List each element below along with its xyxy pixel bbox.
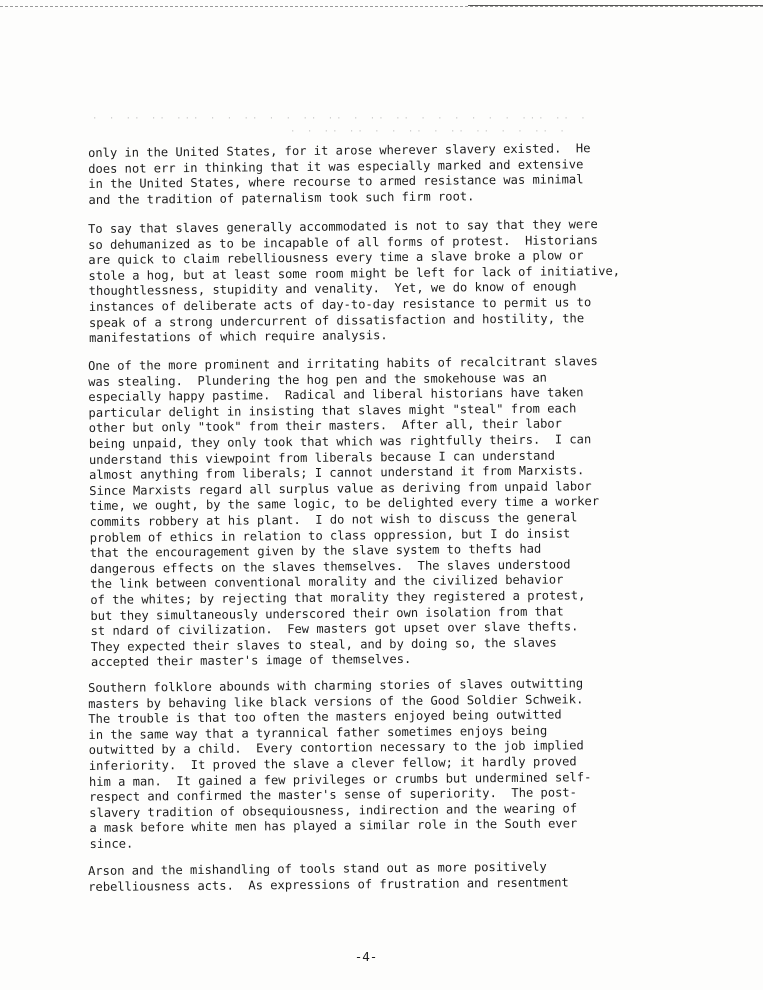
text-line: but they simultaneously underscored their own isolation from that [90, 603, 564, 623]
text-line: since. [89, 836, 134, 851]
page-number: -4- [354, 949, 378, 964]
text-line: Since Marxists regard all surplus value as deriving from unpaid labor [89, 478, 592, 498]
text-line: that the encouragement given by the slave system to thefts had [89, 541, 542, 561]
text-line: outwitted by a child. Every contortion necessary to the job implied [88, 738, 584, 758]
text-line: and the tradition of paternalism took such firm root. [88, 189, 475, 207]
paragraph-5 [88, 859, 648, 896]
text-line: rebelliousness acts. As expressions of frustration and resentment [88, 874, 569, 894]
paragraph-2 [88, 217, 649, 347]
text-line: commits robbery at his plant. I do not wish to discuss the general [89, 510, 578, 529]
text-line: accepted their master's image of themselves. [90, 652, 412, 670]
text-line: almost anything from liberals; I cannot understand it from Marxists. [89, 463, 585, 483]
text-line: so dehumanized as to be incapable of all forms of protest. Historians [88, 232, 598, 252]
text-line: One of the more prominent and irritating habits of recalcitrant slaves [88, 354, 598, 373]
text-line: manifestations of which require analysis. [89, 328, 388, 346]
text-line: inferiority. It proved the slave a clever fellow; it hardly proved [88, 754, 577, 773]
paragraph-1 [88, 141, 649, 209]
text-line: only in the United States, for it arose wherever slavery existed. He [88, 141, 591, 160]
text-line: The trouble is that too often the masters enjoyed being outwitted [88, 707, 562, 727]
text-line: instances of deliberate acts of day-to-day resistance to permit us to [88, 295, 592, 314]
text-line: time, we ought, by the same logic, to be delighted every time a worker [89, 494, 600, 514]
text-line: especially happy pastime. Radical and liberal historians have taken [88, 385, 584, 405]
text-line: understand this viewpoint from liberals because I can understand [88, 448, 556, 467]
bleed-through-text: · · ·· ·· ··· · · ·· · · ·· ·· · ·· ·· · · · · · · ··· ·· · [92, 114, 589, 122]
paragraph-4 [88, 676, 650, 853]
text-line: To say that slaves generally accommodated is not to say that they were [88, 217, 598, 236]
text-line: problem of ethics in relation to class oppression, but I do insist [89, 525, 571, 545]
text-line: respect and confirmed the master's sense of superiority. The post- [89, 785, 578, 805]
text-line: in the same way that a tyrannical father sometimes enjoys being [88, 723, 548, 742]
text-line: Southern folklore abounds with charming stories of slaves outwitting [88, 676, 584, 695]
text-line: slavery tradition of obsequiousness, indirection and the wearing of [89, 801, 578, 820]
top-dashed-rule [0, 6, 763, 7]
text-line: Arson and the mishandling of tools stand out as more positively [88, 859, 547, 878]
text-line: in the United States, where recourse to armed resistance was minimal [88, 172, 584, 192]
text-line: was stealing. Plundering the hog pen and the smokehouse was an [88, 370, 547, 389]
text-line: masters by behaving like black versions of the Good Soldier Schweik. [88, 691, 584, 711]
text-line: stole a hog, but at least some room might be left for lack of initiative, [88, 263, 621, 283]
text-line: st ndard of civilization. Few masters got upset over slave thefts. [90, 619, 579, 639]
text-line: thoughtlessness, stupidity and venality. Yet, we do know of enough [88, 279, 577, 299]
text-line: are quick to claim rebelliousness every time a slave broke a plow or [88, 248, 584, 268]
text-line: him a man. It gained a few privileges or crumbs but undermined self- [88, 769, 592, 789]
bleed-through-text: · · ·· ·· · · ·· · ·· ·· · · ·· · [290, 127, 568, 135]
text-line: dangerous effects on the slaves themselves. The slaves understood [89, 557, 571, 576]
text-line: does not err in thinking that it was especially marked and extensive [88, 156, 584, 176]
text-line: other but only "took" from their masters. After all, their labor [88, 416, 562, 436]
paragraph-3 [88, 354, 651, 671]
text-line: particular delight in insisting that slaves might "steal" from each [88, 401, 577, 420]
text-line: being unpaid, they only took that which was rightfully theirs. I can [88, 432, 592, 451]
text-line: They expected their slaves to steal, and by doing so, the slaves [90, 635, 557, 654]
text-line: the link between conventional morality and the civilized behavior [90, 572, 564, 592]
top-solid-rule [468, 5, 763, 6]
text-line: speak of a strong undercurrent of dissatisfaction and hostility, the [88, 310, 585, 330]
text-line: of the whites; by rejecting that morality they registered a protest, [90, 588, 586, 607]
text-line: a mask before white men has played a similar role in the South ever [89, 816, 578, 836]
